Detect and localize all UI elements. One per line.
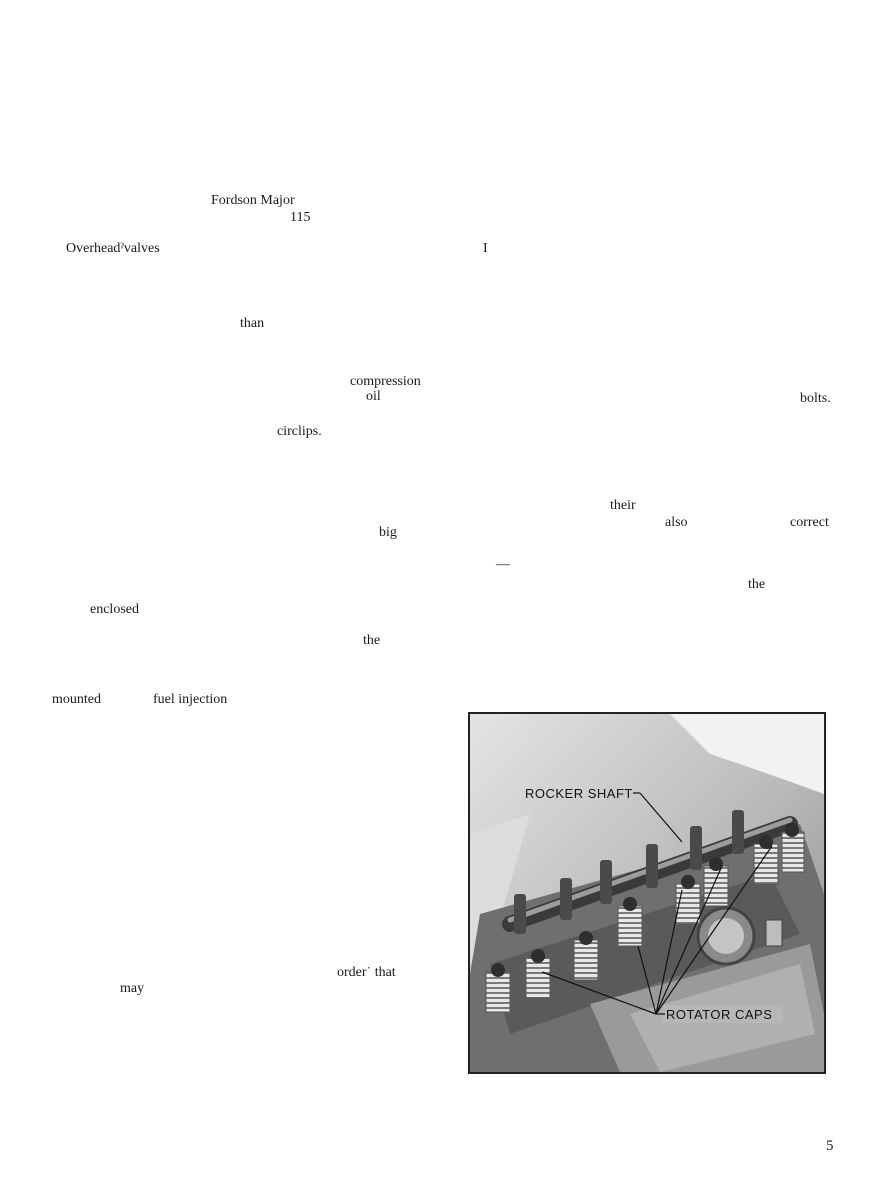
engine-photo-drawing: [470, 714, 824, 1072]
text-fragment-bolts: bolts.: [800, 391, 831, 406]
text-fragment-the-left: the: [363, 633, 381, 648]
text-fragment-also: also: [665, 515, 688, 530]
rocker-shaft-callout: ROCKER SHAFT: [525, 786, 633, 801]
text-fragment-oil: oil: [366, 389, 381, 404]
text-fragment-correct: correct: [790, 515, 829, 530]
text-fragment-than: than: [240, 316, 265, 331]
engine-rocker-shaft-photo: [468, 712, 826, 1074]
page-number: 5: [826, 1138, 834, 1154]
text-fragment-order-that: order˙ that: [337, 965, 396, 980]
text-fragment-dash: —: [496, 557, 510, 572]
text-fragment-enclosed: enclosed: [90, 602, 139, 617]
text-fragment-mounted: mounted: [52, 692, 101, 707]
text-fragment-roman-one: I: [483, 241, 488, 256]
text-fragment-fordson-major: Fordson Major: [211, 193, 295, 208]
text-fragment-circlips: circlips.: [277, 424, 322, 439]
text-fragment-big: big: [379, 525, 397, 540]
text-fragment-the-right: the: [748, 577, 766, 592]
text-fragment-their: their: [610, 498, 636, 513]
rotator-caps-callout: ROTATOR CAPS: [666, 1007, 773, 1022]
text-fragment-compression: compression: [350, 374, 421, 389]
text-fragment-fuel-injection: fuel injection: [153, 692, 228, 707]
text-fragment-may: may: [120, 981, 145, 996]
text-fragment-overhead-valves: Overheadˀvalves: [66, 241, 160, 256]
text-fragment-115: 115: [290, 210, 311, 225]
